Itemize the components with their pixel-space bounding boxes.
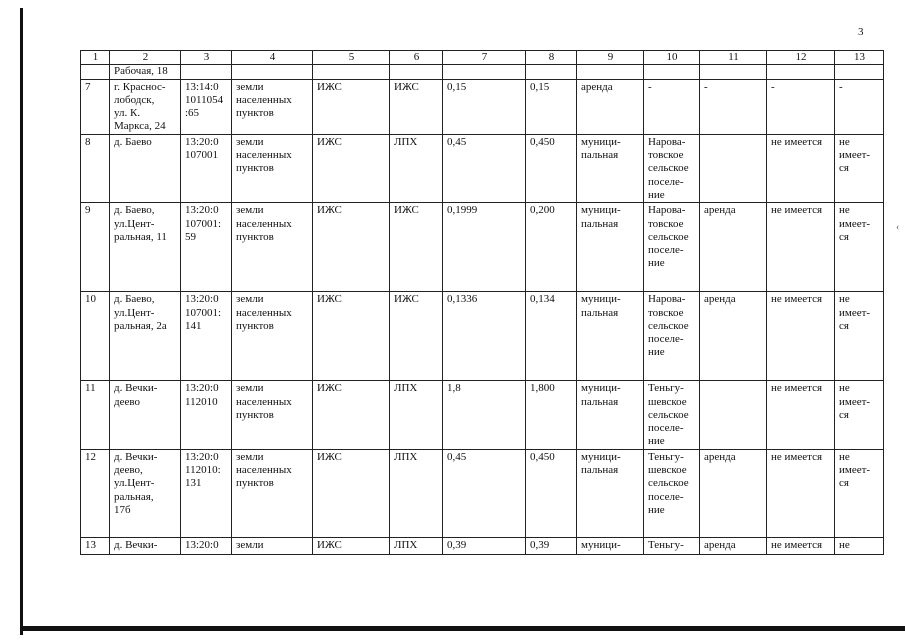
cell-ownership: муници- пальная	[577, 134, 644, 202]
cell-other: не имеет- ся	[835, 449, 884, 537]
cell-use-doc: ИЖС	[313, 134, 390, 202]
cell-locality: д. Вечки-	[110, 537, 181, 554]
cell-restrictions: не имеется	[767, 292, 835, 381]
cell-settlement: Нарова- товское сельское поселе- ние	[644, 134, 700, 202]
cell-area-ha: 0,1999	[443, 203, 526, 292]
table-row	[81, 203, 884, 292]
cell-area-ha: 0,45	[443, 449, 526, 537]
cell-other: не имеет- ся	[835, 203, 884, 292]
cell-ownership: муници- пальная	[577, 449, 644, 537]
table-cell	[526, 65, 577, 79]
cell-category: земли населенных пунктов	[232, 134, 313, 202]
cell-area-ha: 0,1336	[443, 292, 526, 381]
cell-area-doc: 0,200	[526, 203, 577, 292]
cell-use-fact: ИЖС	[390, 203, 443, 292]
cell-other: не имеет- ся	[835, 292, 884, 381]
cell-category: земли	[232, 537, 313, 554]
table-cell	[181, 65, 232, 79]
cell-locality: д. Вечки- деево, ул.Цент- ральная, 17б	[110, 449, 181, 537]
cell-restrictions: не имеется	[767, 134, 835, 202]
page-number: 3	[858, 26, 864, 38]
cell-category: земли населенных пунктов	[232, 292, 313, 381]
cell-num: 11	[81, 381, 110, 449]
cell-num: 7	[81, 79, 110, 134]
cell-cadastral: 13:20:0 112010: 131	[181, 449, 232, 537]
cell-other: -	[835, 79, 884, 134]
column-header: 5	[313, 51, 390, 65]
page-bottom-border	[20, 626, 905, 631]
cell-cadastral: 13:20:0 107001	[181, 134, 232, 202]
table-cell	[835, 65, 884, 79]
table-cell	[313, 65, 390, 79]
cell-settlement: Теньгу-	[644, 537, 700, 554]
header-row	[81, 51, 884, 65]
cell-ownership: муници- пальная	[577, 292, 644, 381]
cell-settlement: Нарова- товское сельское поселе- ние	[644, 292, 700, 381]
cell-encumbrance: аренда	[700, 537, 767, 554]
column-header: 11	[700, 51, 767, 65]
cell-settlement: Теньгу- шевское сельское поселе- ние	[644, 381, 700, 449]
table-row	[81, 292, 884, 381]
table-cell	[390, 65, 443, 79]
cell-locality: д. Вечки- деево	[110, 381, 181, 449]
cell-settlement: Нарова- товское сельское поселе- ние	[644, 203, 700, 292]
column-header: 8	[526, 51, 577, 65]
cell-category: земли населенных пунктов	[232, 449, 313, 537]
cell-area-ha: 0,15	[443, 79, 526, 134]
cell-category: земли населенных пунктов	[232, 203, 313, 292]
cell-locality: г. Краснос- лободск, ул. К. Маркса, 24	[110, 79, 181, 134]
cell-use-fact: ЛПХ	[390, 449, 443, 537]
cell-cadastral: 13:20:0 107001: 141	[181, 292, 232, 381]
cell-use-fact: ЛПХ	[390, 381, 443, 449]
cell-settlement: Теньгу- шевское сельское поселе- ние	[644, 449, 700, 537]
cell-category: земли населенных пунктов	[232, 79, 313, 134]
table-cell	[767, 65, 835, 79]
cell-other: не имеет- ся	[835, 134, 884, 202]
page-left-border	[20, 8, 23, 635]
cell-num: 12	[81, 449, 110, 537]
cell-restrictions: не имеется	[767, 449, 835, 537]
cell-area-ha: 1,8	[443, 381, 526, 449]
cell-encumbrance: аренда	[700, 292, 767, 381]
cell-settlement: -	[644, 79, 700, 134]
cell-ownership: аренда	[577, 79, 644, 134]
cell-locality: д. Баево, ул.Цент- ральная, 2а	[110, 292, 181, 381]
cell-ownership: муници-	[577, 537, 644, 554]
cell-cadastral: 13:14:0 1011054 :65	[181, 79, 232, 134]
cell-cadastral: 13:20:0 112010	[181, 381, 232, 449]
cell-use-doc: ИЖС	[313, 203, 390, 292]
cell-use-fact: ИЖС	[390, 79, 443, 134]
cell-cadastral: 13:20:0	[181, 537, 232, 554]
cell-area-doc: 0,15	[526, 79, 577, 134]
cell-num: 13	[81, 537, 110, 554]
cell-locality: д. Баево, ул.Цент- ральная, 11	[110, 203, 181, 292]
cell-encumbrance: -	[700, 79, 767, 134]
cell-encumbrance	[700, 381, 767, 449]
column-header: 7	[443, 51, 526, 65]
cell-other: не	[835, 537, 884, 554]
cell-encumbrance: аренда	[700, 203, 767, 292]
cell-ownership: муници- пальная	[577, 203, 644, 292]
cell-use-doc: ИЖС	[313, 381, 390, 449]
cell-use-doc: ИЖС	[313, 292, 390, 381]
cell-area-ha: 0,45	[443, 134, 526, 202]
table-row	[81, 79, 884, 134]
cell-num: 9	[81, 203, 110, 292]
cell-area-doc: 0,39	[526, 537, 577, 554]
cell-use-fact: ЛПХ	[390, 537, 443, 554]
cell-use-fact: ИЖС	[390, 292, 443, 381]
carryover-row	[81, 65, 884, 79]
land-plots-table	[80, 50, 884, 555]
table-cell	[81, 65, 110, 79]
cell-locality: д. Баево	[110, 134, 181, 202]
cell-area-doc: 0,450	[526, 449, 577, 537]
table-row	[81, 134, 884, 202]
scan-mark: ‹	[896, 222, 900, 233]
table-row	[81, 381, 884, 449]
cell-area-doc: 0,450	[526, 134, 577, 202]
cell-restrictions: -	[767, 79, 835, 134]
table-row	[81, 449, 884, 537]
cell-num: 8	[81, 134, 110, 202]
column-header: 13	[835, 51, 884, 65]
cell-restrictions: не имеется	[767, 381, 835, 449]
column-header: 6	[390, 51, 443, 65]
table-row	[81, 537, 884, 554]
table-cell	[644, 65, 700, 79]
cell-ownership: муници- пальная	[577, 381, 644, 449]
cell-restrictions: не имеется	[767, 203, 835, 292]
cell-area-ha: 0,39	[443, 537, 526, 554]
column-header: 12	[767, 51, 835, 65]
cell-encumbrance: аренда	[700, 449, 767, 537]
cell-area-doc: 1,800	[526, 381, 577, 449]
column-header: 2	[110, 51, 181, 65]
table-cell	[443, 65, 526, 79]
cell-cadastral: 13:20:0 107001: 59	[181, 203, 232, 292]
cell-other: не имеет- ся	[835, 381, 884, 449]
cell-use-fact: ЛПХ	[390, 134, 443, 202]
column-header: 10	[644, 51, 700, 65]
column-header: 1	[81, 51, 110, 65]
cell-use-doc: ИЖС	[313, 537, 390, 554]
cell-area-doc: 0,134	[526, 292, 577, 381]
cell-num: 10	[81, 292, 110, 381]
table-cell	[232, 65, 313, 79]
table-cell	[700, 65, 767, 79]
table-cell	[577, 65, 644, 79]
cell-restrictions: не имеется	[767, 537, 835, 554]
cell-use-doc: ИЖС	[313, 79, 390, 134]
column-header: 3	[181, 51, 232, 65]
cell-encumbrance	[700, 134, 767, 202]
column-header: 9	[577, 51, 644, 65]
cell-use-doc: ИЖС	[313, 449, 390, 537]
table-cell: Рабочая, 18	[110, 65, 181, 79]
cell-category: земли населенных пунктов	[232, 381, 313, 449]
column-header: 4	[232, 51, 313, 65]
